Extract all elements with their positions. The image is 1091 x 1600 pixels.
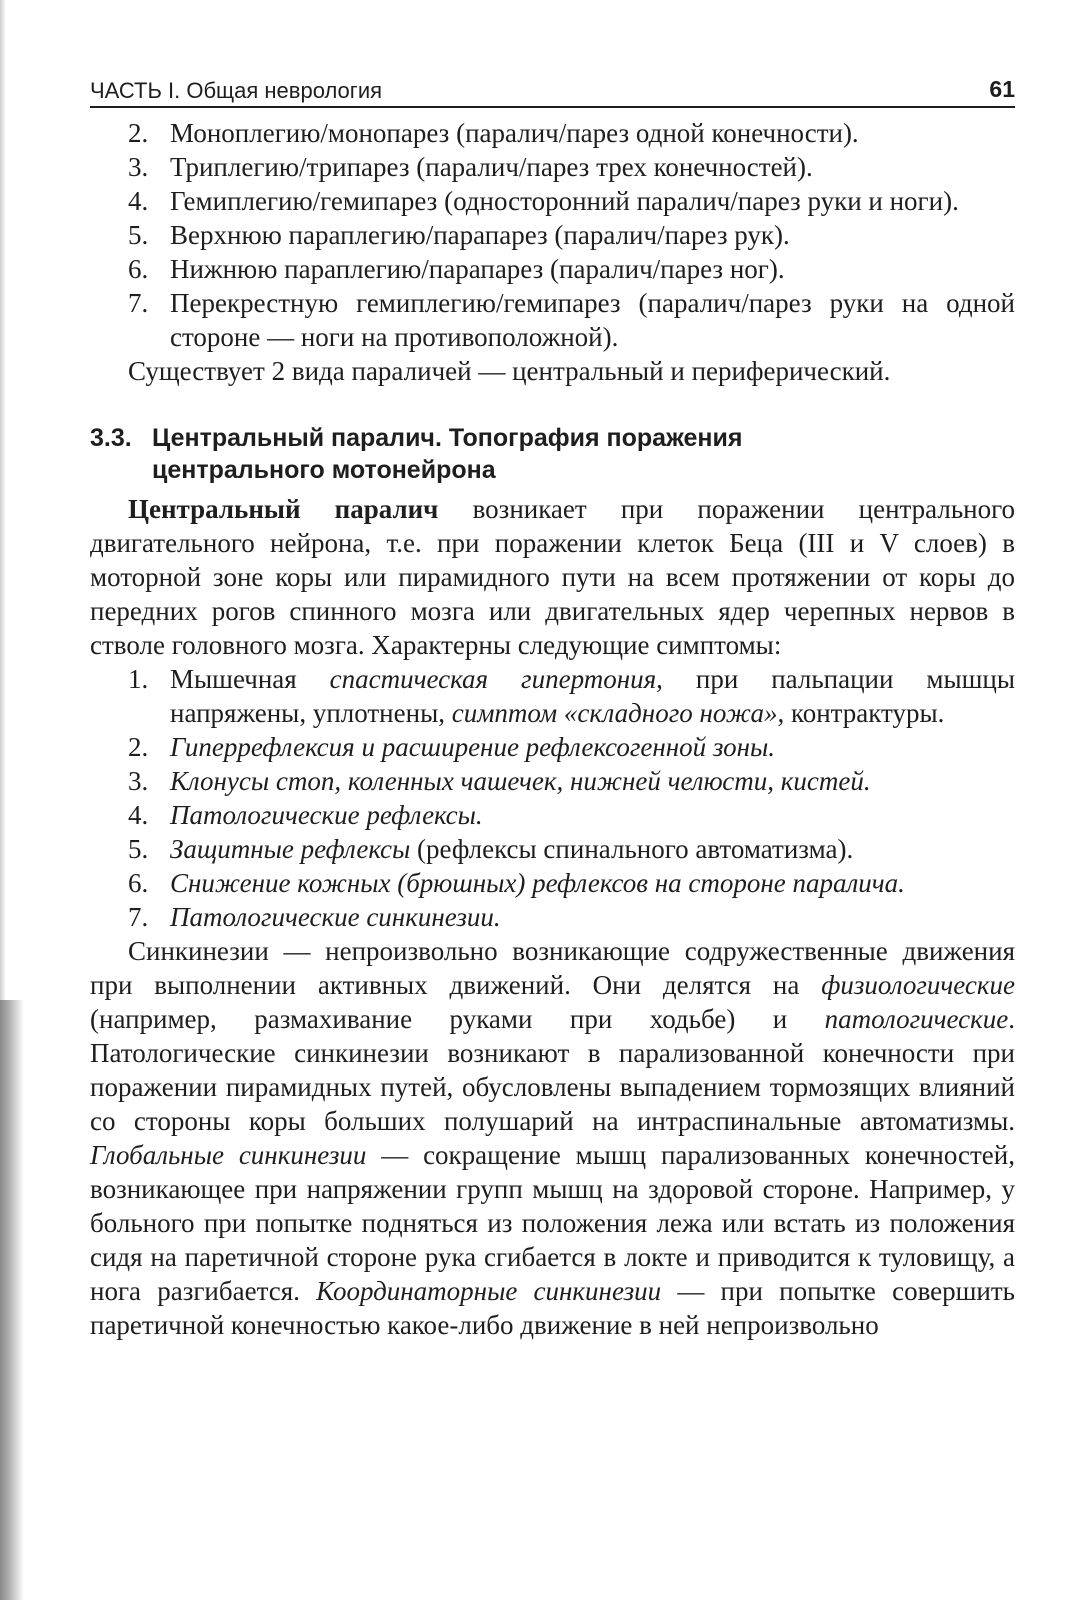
list-item-text: Перекрестную гемиплегию/гемипарез (паралич/парез руки на одной стороне — ноги на противоположной). [170,288,1015,352]
intro-term: Центральный паралич [128,494,439,524]
symptom-term: Патологические синкинезии. [170,902,501,932]
body-text: — сокращение мышц парализованных конечностей, возникающее при напряжении групп мышц на здоровой стороне. Например, у больного при попытке подняться из положения лежа или встать из положения сидя на паретичной стороне рука сгибается в локте и приводится к туловищу, а нога разгибается. [90,1140,1015,1306]
list-item [90,832,1015,866]
list-item-number: 2. [128,118,149,148]
section-number: 3.3. [90,424,132,452]
scan-shadow-top [0,0,6,1000]
body-term: Координаторные синкинезии [316,1276,662,1306]
body-text: (например, размахивание руками при ходьбе) и [90,1004,825,1034]
list-item-number: 6. [128,254,149,284]
list-item-number: 7. [128,288,149,318]
list-item [90,900,1015,934]
list-item [90,662,1015,730]
list-item-text: Нижнюю параплегию/парапарез (паралич/парез ног). [170,254,785,284]
list-item [90,798,1015,832]
symptom-text: (рефлексы спинального автоматизма). [410,834,854,864]
list-item-text: Триплегию/трипарез (паралич/парез трех конечностей). [170,152,813,182]
body-term: патологические [824,1004,1009,1034]
list-item-number: 5. [128,834,149,864]
list-item [90,730,1015,764]
list-item-number: 6. [128,868,149,898]
symptom-term: Гиперрефлексия и расширение рефлексогенной зоны. [170,732,775,762]
list-item-number: 3. [128,766,149,796]
symptom-term: симптом «складного ножа» [451,698,778,728]
symptom-term: Клонусы стоп, коленных чашечек, нижней челюсти, кистей. [170,766,871,796]
symptom-term: Защитные рефлексы [170,834,411,864]
paralysis-types-list [90,116,1015,354]
list-item [90,286,1015,354]
list-item-text: Верхнюю параплегию/парапарез (паралич/парез рук). [170,220,790,250]
section-heading [90,422,1015,486]
list-item-number: 4. [128,186,149,216]
summary-paragraph: Существует 2 вида параличей — центральный и периферический. [128,356,891,386]
list-item [90,116,1015,150]
intro-text: возникает при поражении центрального двигательного нейрона, т.е. при поражении клеток Беца (III и V слоев) в моторной зоне коры или пирамидного пути на всем протяжении от коры до передних рогов спинного мозга или двигательных ядер черепных нервов в стволе головного мозга. Характерны следующие симптомы: [90,494,1016,660]
symptom-term: спастическая гипертония [329,664,657,694]
page [90,70,1015,1342]
intro-paragraph [90,492,1015,662]
symptom-term: Патологические рефлексы. [170,800,483,830]
list-item [90,866,1015,900]
symptom-text: Мышечная [170,664,330,694]
list-item-text: Моноплегию/монопарез (паралич/парез одной конечности). [170,118,859,148]
header-page-number: 61 [989,76,1015,102]
list-item [90,150,1015,184]
list-item [90,184,1015,218]
symptom-text: , при пальпации мышцы напряжены, уплотнены, [170,664,1016,728]
body-text: — при попытке совершить паретичной конечностью какое-либо движение в ней непроизвольно [90,1276,1015,1340]
list-item-number: 7. [128,902,149,932]
list-item [90,252,1015,286]
symptom-term: Снижение кожных (брюшных) рефлексов на стороне паралича. [170,868,905,898]
body-term: физиологические [821,970,1015,1000]
list-item-number: 1. [128,664,149,694]
body-text: . Патологические синкинезии возникают в парализованной конечности при поражении пирамидных путей, обусловлены выпадением тормозящих влияний со стороны коры больших полушарий на интраспинальные автоматизмы. [90,1004,1015,1136]
list-item-text: Гемиплегию/гемипарез (односторонний паралич/парез руки и ноги). [170,186,959,216]
body-term: Глобальные синкинезии [90,1140,367,1170]
body-text: Синкинезии — непроизвольно возникающие содружественные движения при выполнении активных движений. Они делятся на [90,936,1015,1000]
list-item [90,218,1015,252]
list-item [90,764,1015,798]
list-item-number: 4. [128,800,149,830]
symptom-text: , контрактуры. [777,698,945,728]
header-section-title: ЧАСТЬ I. Общая неврология [90,78,383,103]
synkinesis-paragraph [90,934,1015,1342]
section-title-line1: Центральный паралич. Топография поражения [152,424,743,452]
list-item-number: 3. [128,152,149,182]
scan-shadow-left [0,1000,24,1600]
section-title-line2: центрального мотонейрона [152,456,496,484]
list-item-number: 2. [128,732,149,762]
symptoms-list [90,662,1015,934]
list-item-number: 5. [128,220,149,250]
running-header [90,70,1015,108]
